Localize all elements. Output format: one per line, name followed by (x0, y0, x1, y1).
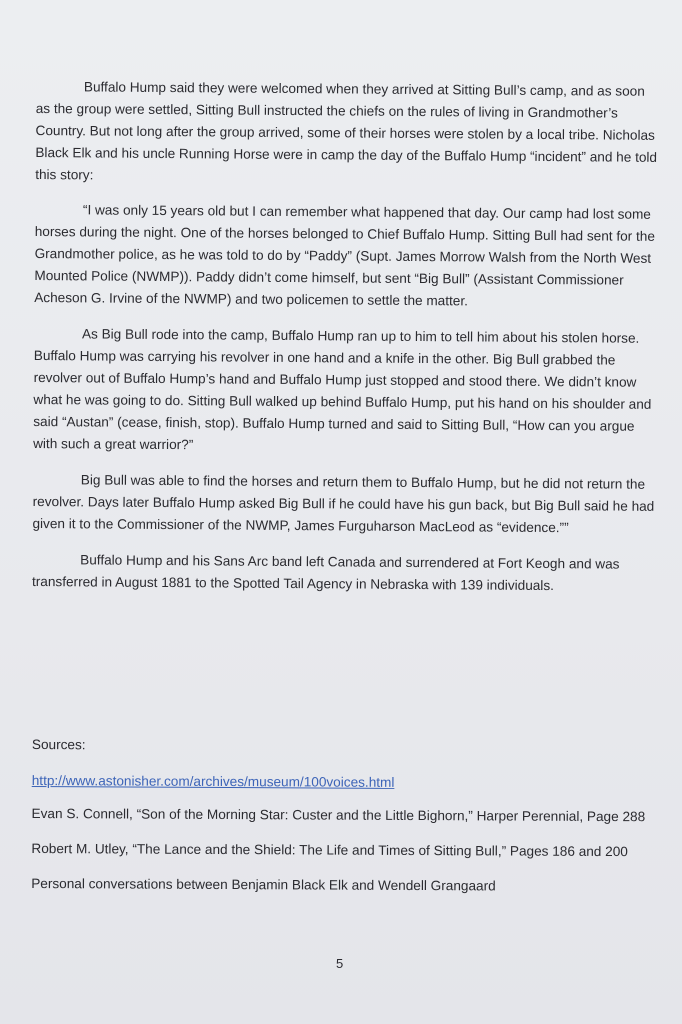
source-link[interactable]: http://www.astonisher.com/archives/museum/100voices.html (31, 772, 395, 790)
citation-conversations: Personal conversations between Benjamin Black Elk and Wendell Grangaard (31, 875, 496, 894)
citation-connell: Evan S. Connell, “Son of the Morning Star: Custer and the Little Bighorn,” Harper Perennial, Page 288 (31, 805, 646, 825)
paragraph-surrender: Buffalo Hump and his Sans Arc band left Canada and surrendered at Fort Keogh and was transferred in August 1881 to the Spotted Tail Agency in Nebraska with 139 individuals. (31, 552, 620, 594)
paragraph-intro: Buffalo Hump said they were welcomed when they arrived at Sitting Bull’s camp, and as soon as the group were settled, Sitting Bull instructed the chiefs on the rules of living in Grandmother’s Country. But not long after the group arrived, some of their horses were stolen by a local tribe. Nicholas Black Elk and his uncle Running Horse were in camp the day of the Buffalo Hump “incident” and he told this story: (35, 79, 658, 183)
page-number: 5 (336, 956, 344, 971)
sources-label: Sources: (31, 736, 86, 753)
citation-utley: Robert M. Utley, “The Lance and the Shield: The Life and Times of Sitting Bull,” Pages 186 and 200 (31, 840, 628, 860)
sources-section (31, 734, 652, 911)
paragraph-revolver: Big Bull was able to find the horses and return them to Buffalo Hump, but he did not return the revolver. Days later Buffalo Hump asked Big Bull if he could have his gun back, but Big Bull said he had given it to the Commissioner of the NWMP, James Furguharson MacLeod as “evidence.”” (32, 472, 655, 536)
paragraph-big-bull-arrives: As Big Bull rode into the camp, Buffalo Hump ran up to him to tell him about his stolen horse. Buffalo Hump was carrying his revolver in one hand and a knife in the other. Big Bull grabbed the revolver out of Buffalo Hump’s hand and Buffalo Hump just stopped and stood there. We didn’t know what he was going to do. Sitting Bull walked up behind Buffalo Hump, put his hand on his shoulder and said “Austan” (cease, finish, stop). Buffalo Hump turned and said to Sitting Bull, “How can you argue with such a great warrior?” (33, 326, 652, 453)
paragraph-quote-start: “I was only 15 years old but I can remember what happened that day. Our camp had lost some horses during the night. One of the horses belonged to Chief Buffalo Hump. Sitting Bull had sent for the Grandmother police, as he was told to do by “Paddy” (Supt. James Morrow Walsh from the North West Mounted Police (NWMP)). Paddy didn’t come himself, but sent “Big Bull” (Assistant Commissioner Acheson G. Irvine of the NWMP) and two policemen to settle the matter. (34, 202, 655, 309)
body-text (32, 76, 660, 612)
